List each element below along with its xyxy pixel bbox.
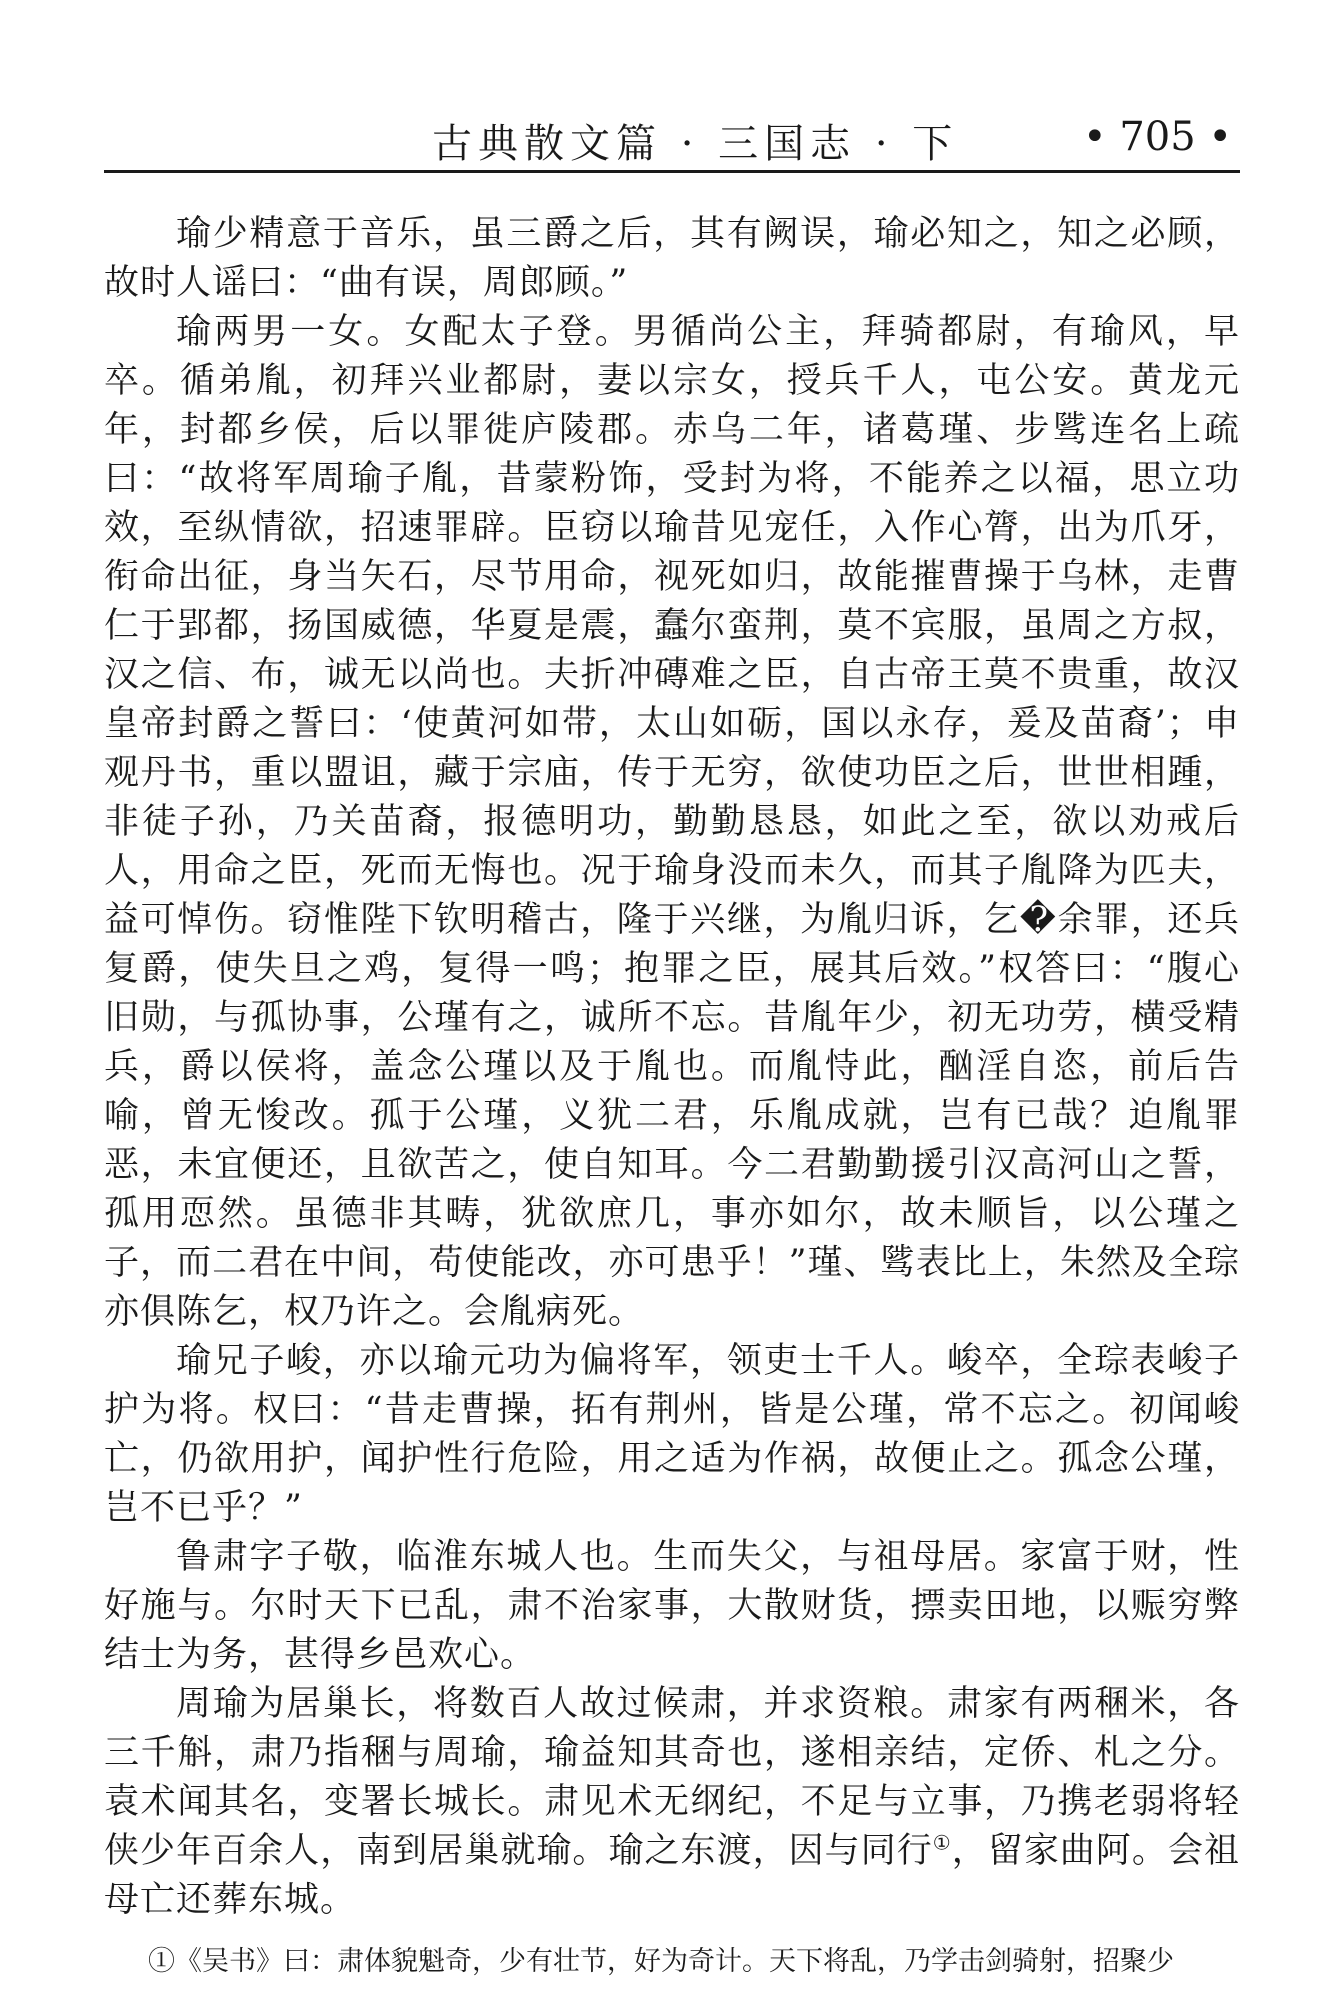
page-number: • 705 • [1083,114,1232,160]
paragraph [104,1533,1240,1680]
paragraph-text: 周瑜为居巢长，将数百人故过候肃，并求资粮。肃家有两稛米，各三千斛，肃乃指稛与周瑜，瑜益知其奇也，遂相亲结，定侨、札之分。袁术闻其名，变署长城长。肃见术无纲纪，不足与立事，乃携老弱将轻侠少年百余人，南到居巢就瑜。瑜之东渡，因与同行 [104,1684,1240,1871]
running-title: 古典散文篇 · 三国志 · 下 [432,121,959,167]
paragraph [104,210,1240,308]
paragraph [104,1337,1240,1533]
paragraph [104,1680,1240,1925]
paragraph-text: 瑜两男一女。女配太子登。男循尚公主，拜骑都尉，有瑜风，早卒。循弟胤，初拜兴业都尉，妻以宗女，授兵千人，屯公安。黄龙元年，封都乡侯，后以罪徙庐陵郡。赤乌二年，诸葛瑾、步骘连名上疏曰：“故将军周瑜子胤，昔蒙粉饰，受封为将，不能养之以福，思立功效，至纵情欲，招速罪辟。臣窃以瑜昔见宠任，入作心膂，出为爪牙，衔命出征，身当矢石，尽节用命，视死如归，故能摧曹操于乌林，走曹仁于郢都，扬国威德，华夏是震，蠢尔蛮荆，莫不宾服，虽周之方叔，汉之信、布，诚无以尚也。夫折冲磚难之臣，自古帝王莫不贵重，故汉皇帝封爵之誓曰：‘使黄河如带，太山如砺，国以永存，爰及苗裔’；申观丹书，重以盟诅，藏于宗庙，传于无穷，欲使功臣之后，世世相踵，非徒子孙，乃关苗裔，报德明功，勤勤恳恳，如此之至，欲以劝戒后人，用命之臣，死而无悔也。况于瑜身没而未久，而其子胤降为匹夫，益可悼伤。窃惟陛下钦明稽古，隆于兴继，为胤归诉，乞�余罪，还兵复爵，使失旦之鸡，复得一鸣；抱罪之臣，展其后效。”权答曰：“腹心旧勋，与孤协事，公瑾有之，诚所不忘。昔胤年少，初无功劳，横受精兵，爵以侯将，盖念公瑾以及于胤也。而胤恃此，酗淫自恣，前后告喻，曾无悛改。孤于公瑾，义犹二君，乐胤成就，岂有已哉？迫胤罪恶，未宜便还，且欲苦之，使自知耳。今二君勤勤援引汉高河山之誓，孤用恧然。虽德非其畴，犹欲庶几，事亦如尔，故未顺旨，以公瑾之子，而二君在中间，苟使能改，亦可患乎！”瑾、骘表比上，朱然及全琮亦俱陈乞，权乃许之。会胤病死。 [104,312,1240,1332]
page-header [104,108,1240,173]
paragraph [104,308,1240,1337]
footnote-marker[interactable]: ① [932,1830,952,1855]
paragraph-text: 瑜少精意于音乐，虽三爵之后，其有阙误，瑜必知之，知之必顾，故时人谣曰：“曲有误，周郎顾。” [104,214,1240,303]
footnote: ①《吴书》曰：肃体貌魁奇，少有壮节，好为奇计。天下将乱，乃学击剑骑射，招聚少 [148,1946,1174,1977]
paragraph-text: ，留家曲阿。会祖母亡还葬东城。 [104,1831,1240,1920]
paragraph-text: 瑜兄子峻，亦以瑜元功为偏将军，领吏士千人。峻卒，全琮表峻子护为将。权曰：“昔走曹操，拓有荆州，皆是公瑾，常不忘之。初闻峻亡，仍欲用护，闻护性行危险，用之适为作祸，故便止之。孤念公瑾，岂不已乎？” [104,1341,1240,1528]
body-text [104,210,1240,1925]
paragraph-text: 鲁肃字子敬，临淮东城人也。生而失父，与祖母居。家富于财，性好施与。尔时天下已乱，肃不治家事，大散财货，摽卖田地，以赈穷弊结士为务，甚得乡邑欢心。 [104,1537,1240,1675]
